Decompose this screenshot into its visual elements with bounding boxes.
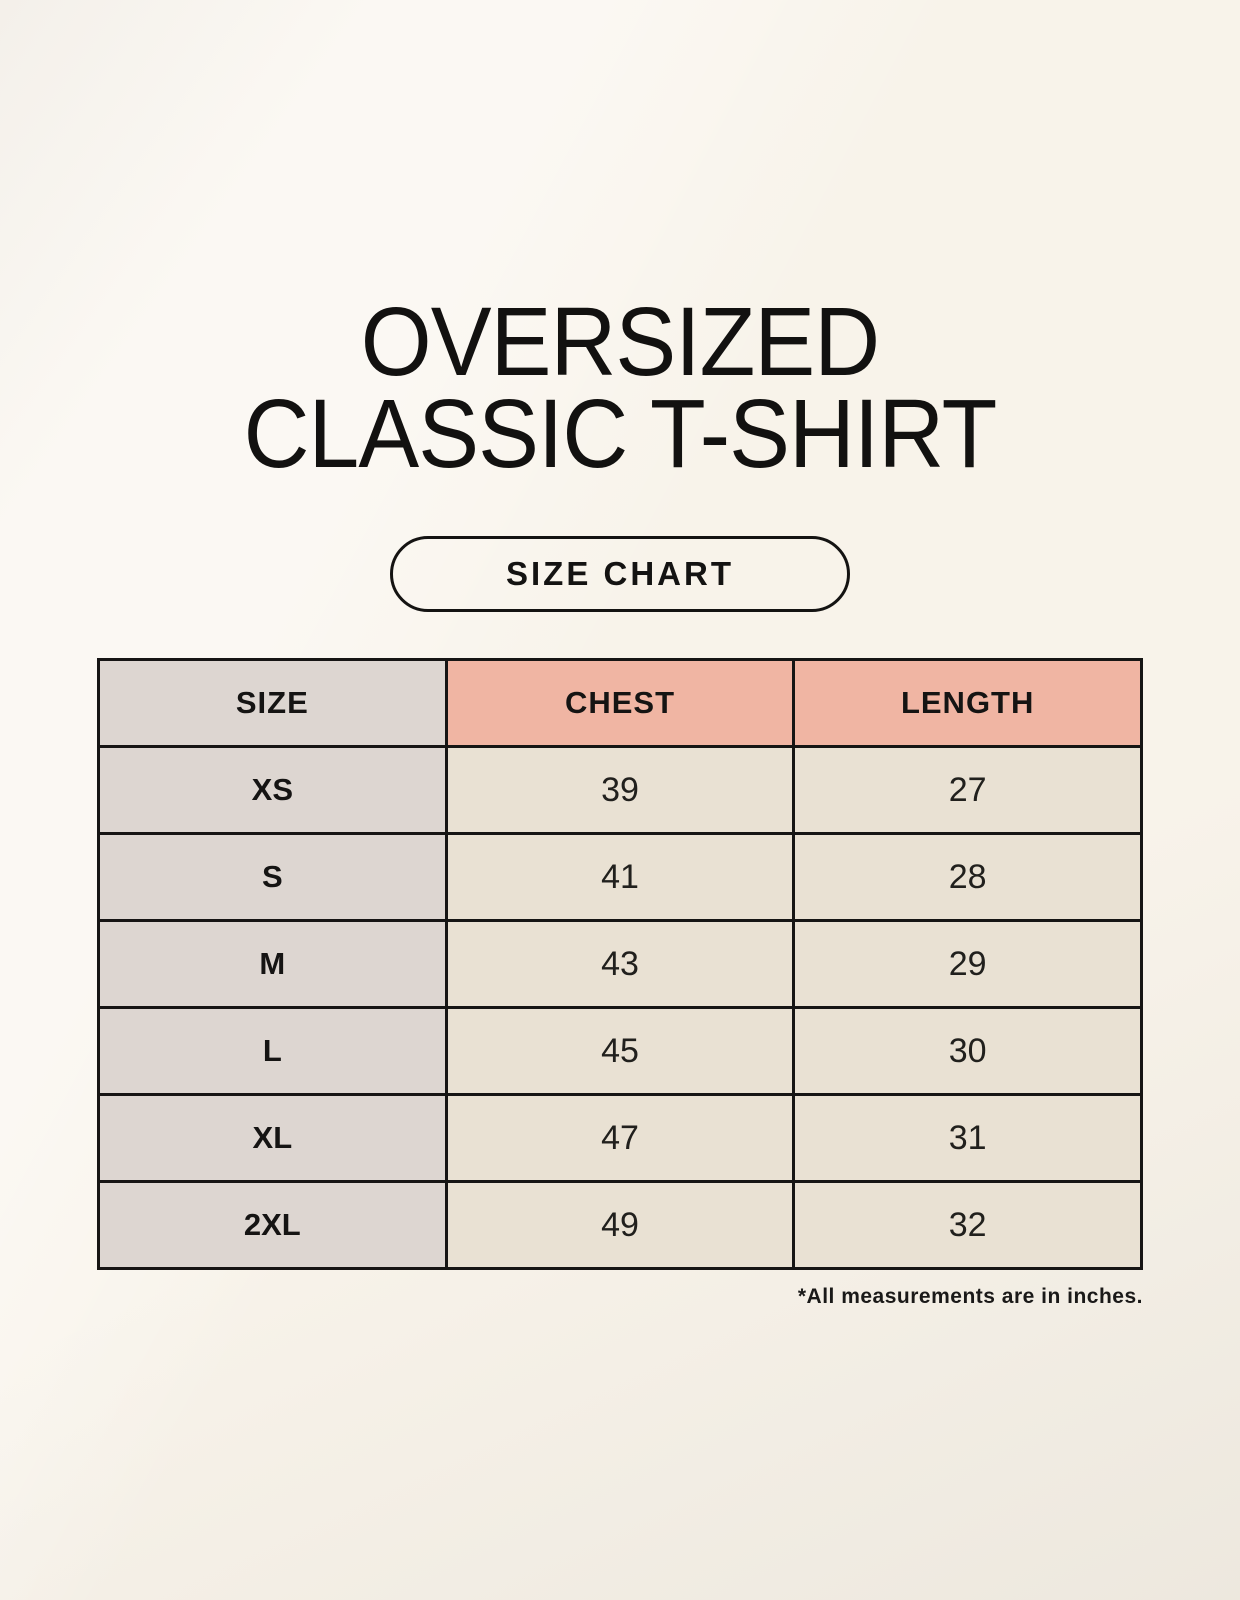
title-line-2: CLASSIC T-SHIRT <box>243 379 997 489</box>
size-cell: M <box>99 921 447 1008</box>
chest-cell: 49 <box>446 1182 794 1269</box>
table-row <box>99 834 1142 921</box>
length-cell: 30 <box>794 1008 1142 1095</box>
table-row <box>99 1008 1142 1095</box>
column-header-length: LENGTH <box>794 660 1142 747</box>
size-cell: S <box>99 834 447 921</box>
chest-cell: 39 <box>446 747 794 834</box>
size-chart-button[interactable]: SIZE CHART <box>390 536 850 612</box>
page-title <box>37 0 1203 489</box>
size-cell: XL <box>99 1095 447 1182</box>
title-line-1: OVERSIZED <box>360 287 880 396</box>
chest-cell: 43 <box>446 921 794 1008</box>
table-row <box>99 1095 1142 1182</box>
size-cell: XS <box>99 747 447 834</box>
length-cell: 32 <box>794 1182 1142 1269</box>
measurements-footnote: *All measurements are in inches. <box>797 1285 1143 1309</box>
length-cell: 28 <box>794 834 1142 921</box>
size-cell: L <box>99 1008 447 1095</box>
table-row <box>99 1182 1142 1269</box>
length-cell: 31 <box>794 1095 1142 1182</box>
length-cell: 27 <box>794 747 1142 834</box>
column-header-chest: CHEST <box>446 660 794 747</box>
table-header-row <box>99 660 1142 747</box>
chest-cell: 41 <box>446 834 794 921</box>
chest-cell: 47 <box>446 1095 794 1182</box>
table-row <box>99 747 1142 834</box>
chest-cell: 45 <box>446 1008 794 1095</box>
size-cell: 2XL <box>99 1182 447 1269</box>
length-cell: 29 <box>794 921 1142 1008</box>
table-row <box>99 921 1142 1008</box>
size-chart-table <box>97 658 1143 1270</box>
column-header-size: SIZE <box>99 660 447 747</box>
